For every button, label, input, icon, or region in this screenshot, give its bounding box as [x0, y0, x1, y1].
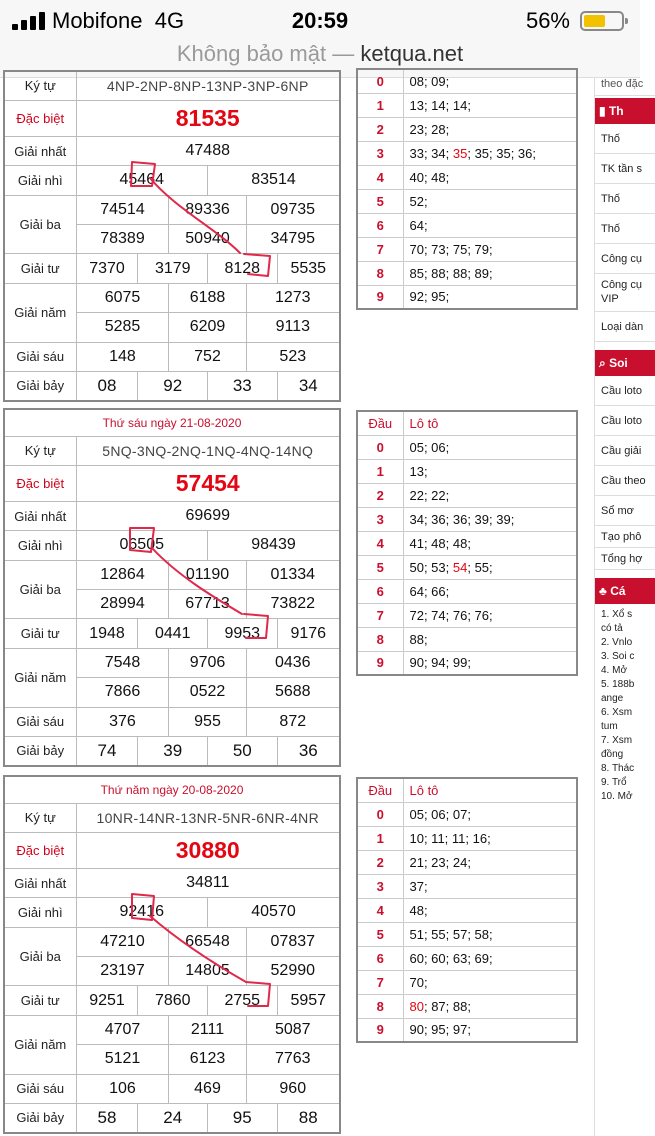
giai-nhi-value: 45464	[76, 166, 208, 195]
giai-sau-value: 106	[76, 1074, 169, 1103]
people-icon: ♣	[599, 584, 611, 598]
sidebar-item[interactable]: Cầu loto	[595, 406, 655, 436]
giai-nhi-value: 06505	[76, 531, 208, 560]
ky-tu-value: 4NP-2NP-8NP-13NP-3NP-6NP	[76, 71, 340, 100]
sidebar-link[interactable]: 7. Xsm	[601, 735, 633, 746]
giai-sau-value: 376	[76, 707, 169, 736]
giai-nam-value: 6209	[169, 313, 246, 342]
giai-nhi-label: Giải nhì	[4, 898, 76, 927]
dau-digit: 0	[357, 435, 403, 459]
giai-sau-value: 752	[169, 342, 246, 371]
loto-values: 85; 88; 88; 89;	[403, 261, 577, 285]
giai-ba-label: Giải ba	[4, 195, 76, 254]
sidebar-link[interactable]: 6. Xsm	[601, 707, 633, 718]
loto-values: 90; 95; 97;	[403, 1018, 577, 1042]
giai-bay-value: 74	[76, 737, 138, 766]
network-type: 4G	[154, 8, 185, 33]
loto-text: ; 35; 35; 36;	[467, 145, 537, 161]
sidebar-item[interactable]: Cầu giải	[595, 436, 655, 466]
sidebar-head-label: Cá	[610, 584, 626, 598]
sidebar-item[interactable]: Công cụ VIP	[595, 274, 655, 312]
sidebar-item[interactable]: Tạo phô	[595, 526, 655, 548]
sidebar-item[interactable]: Cầu theo	[595, 466, 655, 496]
giai-sau-value: 960	[246, 1074, 340, 1103]
giai-tu-value: 3179	[138, 254, 208, 283]
sidebar-item[interactable]: Tổng hợ	[595, 548, 655, 570]
loto-values: 92; 95;	[403, 285, 577, 309]
loto-special: 35	[452, 145, 468, 161]
dau-digit: 3	[357, 507, 403, 531]
giai-bay-value: 39	[138, 737, 208, 766]
sidebar-link[interactable]: có tả	[601, 623, 623, 634]
giai-nhat-label: Giải nhất	[4, 868, 76, 897]
giai-ba-value: 67713	[169, 590, 246, 619]
loto-values: 52;	[403, 189, 577, 213]
sidebar-head-statistics	[595, 98, 655, 124]
giai-tu-label: Giải tư	[4, 986, 76, 1015]
giai-ba-value: 07837	[246, 927, 340, 956]
giai-tu-label: Giải tư	[4, 619, 76, 648]
sidebar-link[interactable]: 4. Mở	[601, 665, 628, 676]
draw-date-link[interactable]: Thứ sáu ngày 21-08-2020	[4, 409, 340, 436]
draw-date-link[interactable]: Thứ năm ngày 20-08-2020	[4, 776, 340, 803]
sidebar-link[interactable]: 9. Trổ	[601, 777, 627, 788]
dau-digit: 9	[357, 285, 403, 309]
giai-tu-value: 7860	[138, 986, 208, 1015]
giai-nam-value: 1273	[246, 283, 340, 312]
giai-nam-value: 6188	[169, 283, 246, 312]
giai-bay-value: 33	[208, 372, 278, 401]
sidebar-item[interactable]: Thố	[595, 214, 655, 244]
dau-digit: 5	[357, 555, 403, 579]
giai-ba-value: 78389	[76, 225, 169, 254]
dac-biet-value: 81535	[76, 100, 340, 136]
dac-biet-value: 57454	[76, 465, 340, 501]
sidebar-link[interactable]: đồng	[601, 749, 624, 760]
loto-text: ; 55;	[467, 559, 493, 575]
dau-digit: 5	[357, 189, 403, 213]
giai-ba-value: 09735	[246, 195, 340, 224]
sidebar-head-soi-cau	[595, 350, 655, 376]
giai-nam-value: 4707	[76, 1015, 169, 1044]
dac-biet-label: Đặc biệt	[4, 832, 76, 868]
loto-values: 60; 60; 63; 69;	[403, 946, 577, 970]
loto-values: 88;	[403, 627, 577, 651]
loto-table-1	[356, 68, 578, 310]
dau-digit: 3	[357, 141, 403, 165]
dac-biet-label: Đặc biệt	[4, 100, 76, 136]
giai-nam-value: 5285	[76, 313, 169, 342]
giai-bay-value: 36	[277, 737, 340, 766]
loto-header: Lô tô	[403, 778, 577, 802]
giai-nam-value: 9706	[169, 648, 246, 677]
giai-bay-value: 88	[277, 1104, 340, 1133]
url-domain: ketqua.net	[360, 41, 464, 66]
giai-ba-value: 12864	[76, 560, 169, 589]
loto-values: 34; 36; 36; 39; 39;	[403, 507, 577, 531]
battery-percent: 56%	[525, 8, 570, 33]
loto-values: 08; 09;	[403, 69, 577, 93]
loto-values: 70;	[403, 970, 577, 994]
ky-tu-label: Ký tự	[4, 803, 76, 832]
giai-sau-value: 523	[246, 342, 340, 371]
sidebar-link[interactable]: 3. Soi c	[601, 651, 635, 662]
dau-digit: 0	[357, 69, 403, 93]
sidebar-item[interactable]: Cầu loto	[595, 376, 655, 406]
carrier-label: Mobifone	[52, 8, 143, 33]
dau-digit: 4	[357, 165, 403, 189]
giai-nam-label: Giải năm	[4, 283, 76, 342]
chart-icon: ▮	[599, 104, 609, 118]
loto-text: 50; 53;	[409, 559, 453, 575]
giai-nam-value: 7866	[76, 678, 169, 707]
giai-sau-label: Giải sáu	[4, 707, 76, 736]
sidebar-link[interactable]: tum	[601, 721, 618, 732]
giai-nam-value: 5688	[246, 678, 340, 707]
clock: 20:59	[291, 8, 349, 33]
dau-digit: 9	[357, 1018, 403, 1042]
carrier-name	[52, 8, 184, 34]
giai-ba-value: 23197	[76, 957, 169, 986]
loto-table-3	[356, 777, 578, 1043]
battery-icon	[580, 11, 624, 31]
result-table-1	[3, 70, 341, 402]
giai-sau-value: 469	[169, 1074, 246, 1103]
dau-digit: 1	[357, 93, 403, 117]
giai-nam-value: 6075	[76, 283, 169, 312]
dau-digit: 9	[357, 651, 403, 675]
loto-values: 10; 11; 11; 16;	[403, 826, 577, 850]
sidebar-item[interactable]: Loại dàn	[595, 312, 655, 342]
giai-bay-value: 92	[138, 372, 208, 401]
giai-tu-value: 7370	[76, 254, 138, 283]
sidebar-link[interactable]: ange	[601, 693, 624, 704]
loto-values: 37;	[403, 874, 577, 898]
dac-biet-label: Đặc biệt	[4, 465, 76, 501]
giai-nhat-label: Giải nhất	[4, 501, 76, 530]
sidebar-link[interactable]: 8. Thác	[601, 763, 635, 774]
giai-nam-value: 9113	[246, 313, 340, 342]
loto-values: 05; 06;	[403, 435, 577, 459]
sidebar-link[interactable]: 10. Mở	[601, 791, 633, 802]
dau-digit: 7	[357, 970, 403, 994]
giai-tu-value: 8128	[208, 254, 278, 283]
giai-nhi-value: 40570	[208, 898, 341, 927]
loto-values: 70; 73; 75; 79;	[403, 237, 577, 261]
giai-nam-value: 2111	[169, 1015, 246, 1044]
giai-nam-value: 5121	[76, 1045, 169, 1074]
page-content	[0, 73, 646, 1136]
sidebar-head-links	[595, 578, 655, 604]
loto-text: ; 87; 88;	[423, 998, 471, 1014]
dau-header: Đầu	[357, 778, 403, 802]
giai-bay-value: 95	[208, 1104, 278, 1133]
loto-header: Lô tô	[403, 411, 577, 435]
loto-values: 21; 23; 24;	[403, 850, 577, 874]
giai-nam-value: 5087	[246, 1015, 340, 1044]
dau-digit: 1	[357, 459, 403, 483]
giai-bay-value: 50	[208, 737, 278, 766]
sidebar-link[interactable]: 1. Xổ s	[601, 609, 633, 620]
sidebar-item[interactable]: Công cụ	[595, 244, 655, 274]
sidebar-item[interactable]: Thố	[595, 184, 655, 214]
dau-digit: 4	[357, 531, 403, 555]
ky-tu-value: 5NQ-3NQ-2NQ-1NQ-4NQ-14NQ	[76, 436, 340, 465]
giai-nam-value: 7548	[76, 648, 169, 677]
dau-digit: 8	[357, 994, 403, 1018]
url-separator: —	[332, 41, 355, 66]
loto-values: 64;	[403, 213, 577, 237]
giai-nhi-value: 92416	[76, 898, 208, 927]
loto-values	[403, 555, 577, 579]
giai-nhat-label: Giải nhất	[4, 136, 76, 165]
giai-ba-value: 01334	[246, 560, 340, 589]
loto-values: 40; 48;	[403, 165, 577, 189]
dau-digit: 8	[357, 261, 403, 285]
giai-ba-value: 47210	[76, 927, 169, 956]
loto-values: 48;	[403, 898, 577, 922]
giai-bay-value: 24	[138, 1104, 208, 1133]
giai-tu-value: 2755	[208, 986, 278, 1015]
dau-digit: 3	[357, 874, 403, 898]
loto-values: 72; 74; 76; 76;	[403, 603, 577, 627]
giai-nhi-label: Giải nhì	[4, 531, 76, 560]
giai-ba-value: 34795	[246, 225, 340, 254]
loto-values: 13; 14; 14;	[403, 93, 577, 117]
giai-tu-value: 0441	[138, 619, 208, 648]
ky-tu-label: Ký tự	[4, 71, 76, 100]
right-sidebar	[594, 78, 654, 1136]
giai-tu-value: 9251	[76, 986, 138, 1015]
sidebar-link[interactable]: 2. Vnlo	[601, 637, 633, 648]
dau-digit: 6	[357, 213, 403, 237]
giai-nam-value: 7763	[246, 1045, 340, 1074]
status-bar	[0, 0, 640, 40]
loto-values	[403, 141, 577, 165]
giai-ba-value: 52990	[246, 957, 340, 986]
dau-digit: 6	[357, 946, 403, 970]
dau-header: Đầu	[357, 411, 403, 435]
giai-ba-value: 66548	[169, 927, 246, 956]
giai-nhat-value: 47488	[76, 136, 340, 165]
ky-tu-value: 10NR-14NR-13NR-5NR-6NR-4NR	[76, 803, 340, 832]
loto-values: 51; 55; 57; 58;	[403, 922, 577, 946]
security-status: Không bảo mật	[176, 41, 327, 66]
sidebar-item[interactable]: Sổ mơ	[595, 496, 655, 526]
giai-nam-value: 0436	[246, 648, 340, 677]
dau-digit: 4	[357, 898, 403, 922]
search-icon: ⌕	[599, 356, 610, 370]
ky-tu-label: Ký tự	[4, 436, 76, 465]
sidebar-item[interactable]: TK tần s	[595, 154, 655, 184]
giai-bay-label: Giải bảy	[4, 1104, 76, 1133]
giai-nhat-value: 69699	[76, 501, 340, 530]
sidebar-head-label: Th	[608, 104, 624, 118]
giai-ba-label: Giải ba	[4, 560, 76, 619]
giai-nhi-value: 98439	[208, 531, 340, 560]
sidebar-head-label: Soi	[609, 356, 628, 370]
giai-sau-label: Giải sáu	[4, 342, 76, 371]
giai-tu-value: 9953	[208, 619, 278, 648]
dau-digit: 6	[357, 579, 403, 603]
giai-ba-value: 89336	[169, 195, 246, 224]
giai-sau-value: 872	[246, 707, 340, 736]
giai-ba-value: 28994	[76, 590, 169, 619]
sidebar-top-link[interactable]: theo đặc	[595, 72, 655, 96]
giai-nam-value: 6123	[169, 1045, 246, 1074]
giai-tu-label: Giải tư	[4, 254, 76, 283]
dau-digit: 7	[357, 603, 403, 627]
sidebar-link-list	[601, 608, 655, 804]
giai-ba-value: 73822	[246, 590, 340, 619]
loto-values: 13;	[403, 459, 577, 483]
giai-nam-label: Giải năm	[4, 648, 76, 707]
sidebar-item[interactable]: Thố	[595, 124, 655, 154]
giai-ba-label: Giải ba	[4, 927, 76, 986]
dau-digit: 7	[357, 237, 403, 261]
giai-ba-value: 74514	[76, 195, 169, 224]
giai-bay-label: Giải bảy	[4, 737, 76, 766]
dau-digit: 0	[357, 802, 403, 826]
loto-table-2	[356, 410, 578, 676]
giai-nam-value: 0522	[169, 678, 246, 707]
dau-digit: 2	[357, 117, 403, 141]
giai-sau-value: 148	[76, 342, 169, 371]
sidebar-link[interactable]: 5. 188b	[601, 679, 635, 690]
result-table-3	[3, 775, 341, 1134]
dau-digit: 5	[357, 922, 403, 946]
giai-nhi-value: 83514	[208, 166, 340, 195]
giai-tu-value: 1948	[76, 619, 138, 648]
loto-values: 41; 48; 48;	[403, 531, 577, 555]
giai-ba-value: 50940	[169, 225, 246, 254]
loto-values: 90; 94; 99;	[403, 651, 577, 675]
dau-digit: 8	[357, 627, 403, 651]
loto-text: 33; 34;	[409, 145, 453, 161]
loto-special: 54	[452, 559, 468, 575]
giai-nhat-value: 34811	[76, 868, 340, 897]
giai-nhi-label: Giải nhì	[4, 166, 76, 195]
dau-digit: 1	[357, 826, 403, 850]
giai-sau-label: Giải sáu	[4, 1074, 76, 1103]
giai-bay-value: 08	[76, 372, 138, 401]
loto-values	[403, 994, 577, 1018]
dau-digit: 2	[357, 850, 403, 874]
loto-values: 05; 06; 07;	[403, 802, 577, 826]
loto-special: 80	[409, 998, 424, 1014]
loto-values: 64; 66;	[403, 579, 577, 603]
giai-bay-value: 34	[277, 372, 340, 401]
giai-tu-value: 5957	[277, 986, 340, 1015]
giai-ba-value: 01190	[169, 560, 246, 589]
giai-bay-label: Giải bảy	[4, 372, 76, 401]
giai-sau-value: 955	[169, 707, 246, 736]
giai-ba-value: 14805	[169, 957, 246, 986]
giai-tu-value: 9176	[277, 619, 340, 648]
result-table-2	[3, 408, 341, 767]
loto-values: 22; 22;	[403, 483, 577, 507]
loto-values: 23; 28;	[403, 117, 577, 141]
dac-biet-value: 30880	[76, 832, 340, 868]
signal-strength-icon	[12, 12, 45, 30]
dau-digit: 2	[357, 483, 403, 507]
giai-nam-label: Giải năm	[4, 1015, 76, 1074]
giai-tu-value: 5535	[277, 254, 340, 283]
giai-bay-value: 58	[76, 1104, 138, 1133]
